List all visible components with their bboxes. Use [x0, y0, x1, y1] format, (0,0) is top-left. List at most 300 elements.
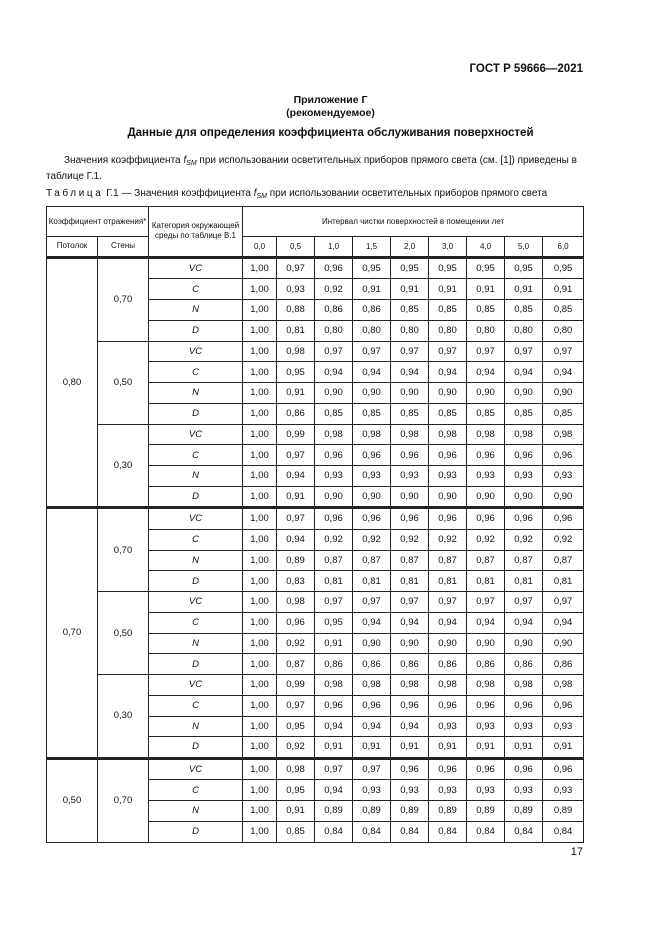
header-year: 1,0 [315, 237, 353, 257]
coefficient-cell: 0,92 [505, 529, 543, 550]
coefficient-cell: 0,84 [391, 821, 429, 842]
coefficient-cell: 1,00 [243, 633, 277, 654]
coefficient-cell: 0,85 [391, 403, 429, 424]
coefficient-cell: 0,86 [505, 654, 543, 675]
category-cell: C [149, 279, 243, 300]
coefficient-cell: 1,00 [243, 320, 277, 341]
header-year: 6,0 [543, 237, 584, 257]
coefficient-cell: 0,95 [429, 258, 467, 279]
coefficient-cell: 0,83 [277, 571, 315, 592]
coefficient-cell: 0,96 [543, 759, 584, 780]
coefficient-cell: 0,85 [315, 403, 353, 424]
header-ceiling: Потолок [47, 237, 98, 257]
coefficient-cell: 0,93 [467, 716, 505, 737]
wall-value: 0,30 [98, 424, 149, 507]
coefficient-cell: 0,97 [429, 592, 467, 613]
coefficient-cell: 0,92 [277, 737, 315, 758]
coefficient-cell: 0,98 [505, 675, 543, 696]
header-year: 5,0 [505, 237, 543, 257]
coefficient-cell: 0,88 [277, 300, 315, 321]
coefficient-cell: 0,86 [543, 654, 584, 675]
coefficient-cell: 0,81 [429, 571, 467, 592]
coefficient-cell: 0,97 [429, 341, 467, 362]
coefficient-cell: 1,00 [243, 341, 277, 362]
table-caption-f-subscript: SM [256, 193, 267, 200]
coefficient-cell: 0,91 [391, 279, 429, 300]
coefficient-cell: 0,95 [353, 258, 391, 279]
coefficient-cell: 0,90 [543, 486, 584, 507]
coefficient-cell: 0,92 [467, 529, 505, 550]
coefficient-cell: 0,98 [353, 675, 391, 696]
coefficient-cell: 0,96 [429, 445, 467, 466]
coefficient-cell: 1,00 [243, 716, 277, 737]
page-number: 17 [570, 846, 583, 858]
header-year: 0,5 [277, 237, 315, 257]
table-row [47, 258, 584, 279]
header-year: 0,0 [243, 237, 277, 257]
coefficient-cell: 0,94 [277, 466, 315, 487]
coefficient-cell: 0,87 [391, 550, 429, 571]
ceiling-value: 0,50 [47, 759, 98, 842]
coefficient-cell: 0,96 [505, 695, 543, 716]
coefficient-cell: 0,98 [277, 759, 315, 780]
coefficient-cell: 1,00 [243, 486, 277, 507]
coefficient-cell: 0,90 [467, 633, 505, 654]
coefficient-cell: 0,91 [277, 383, 315, 404]
coefficient-cell: 0,97 [391, 592, 429, 613]
coefficient-cell: 0,80 [467, 320, 505, 341]
coefficient-cell: 0,81 [505, 571, 543, 592]
coefficient-cell: 0,93 [505, 466, 543, 487]
ceiling-value: 0,70 [47, 509, 98, 758]
coefficient-cell: 0,98 [277, 341, 315, 362]
coefficient-cell: 0,81 [543, 571, 584, 592]
table-row [47, 341, 584, 362]
coefficient-cell: 0,89 [353, 801, 391, 822]
coefficient-cell: 1,00 [243, 258, 277, 279]
coefficient-cell: 0,93 [429, 780, 467, 801]
coefficient-cell: 0,90 [505, 633, 543, 654]
intro-f-symbol: f [183, 155, 187, 166]
coefficient-cell: 0,93 [467, 780, 505, 801]
coefficient-cell: 0,94 [505, 612, 543, 633]
category-cell: N [149, 801, 243, 822]
coefficient-cell: 0,96 [391, 509, 429, 530]
coefficient-cell: 0,92 [315, 279, 353, 300]
coefficient-cell: 0,95 [505, 258, 543, 279]
category-cell: D [149, 403, 243, 424]
coefficient-cell: 0,97 [505, 592, 543, 613]
coefficient-cell: 0,81 [353, 571, 391, 592]
coefficient-cell: 0,96 [467, 445, 505, 466]
table-row [47, 509, 584, 530]
coefficient-cell: 0,96 [315, 258, 353, 279]
appendix-title: Приложение Г [293, 94, 368, 106]
wall-value: 0,30 [98, 675, 149, 758]
coefficient-cell: 0,90 [353, 486, 391, 507]
coefficient-cell: 0,92 [543, 529, 584, 550]
coefficient-cell: 0,93 [543, 780, 584, 801]
category-cell: VC [149, 509, 243, 530]
coefficient-cell: 0,84 [505, 821, 543, 842]
coefficient-cell: 1,00 [243, 424, 277, 445]
coefficient-cell: 0,97 [277, 258, 315, 279]
category-cell: C [149, 612, 243, 633]
coefficient-cell: 1,00 [243, 737, 277, 758]
coefficient-cell: 0,84 [467, 821, 505, 842]
coefficient-cell: 0,97 [391, 341, 429, 362]
coefficient-cell: 0,89 [429, 801, 467, 822]
coefficient-cell: 0,89 [315, 801, 353, 822]
coefficient-cell: 0,85 [543, 403, 584, 424]
coefficient-cell: 0,94 [391, 716, 429, 737]
coefficient-cell: 0,87 [353, 550, 391, 571]
standard-number: ГОСТ Р 59666—2021 [469, 63, 583, 75]
coefficient-cell: 0,95 [543, 258, 584, 279]
coefficient-cell: 0,89 [467, 801, 505, 822]
header-year: 1,5 [353, 237, 391, 257]
category-cell: N [149, 716, 243, 737]
coefficient-cell: 0,95 [315, 612, 353, 633]
coefficient-cell: 0,98 [467, 424, 505, 445]
coefficient-cell: 0,96 [543, 509, 584, 530]
coefficient-cell: 0,92 [353, 529, 391, 550]
coefficient-cell: 0,93 [429, 466, 467, 487]
coefficient-cell: 0,98 [277, 592, 315, 613]
coefficient-cell: 0,85 [429, 403, 467, 424]
coefficient-cell: 0,93 [429, 716, 467, 737]
coefficient-cell: 0,94 [429, 612, 467, 633]
coefficient-cell: 1,00 [243, 801, 277, 822]
coefficient-cell: 0,90 [391, 633, 429, 654]
category-cell: VC [149, 258, 243, 279]
coefficient-cell: 0,96 [353, 509, 391, 530]
coefficient-cell: 0,87 [467, 550, 505, 571]
coefficient-cell: 0,98 [505, 424, 543, 445]
coefficient-cell: 0,94 [543, 612, 584, 633]
category-cell: N [149, 300, 243, 321]
category-cell: C [149, 780, 243, 801]
coefficient-cell: 0,98 [391, 424, 429, 445]
coefficient-cell: 1,00 [243, 654, 277, 675]
coefficient-cell: 0,90 [391, 486, 429, 507]
coefficient-cell: 0,91 [353, 279, 391, 300]
category-cell: N [149, 466, 243, 487]
intro-paragraph [46, 154, 586, 183]
coefficient-cell: 0,97 [315, 759, 353, 780]
coefficient-cell: 0,87 [505, 550, 543, 571]
coefficient-cell: 1,00 [243, 509, 277, 530]
coefficient-cell: 0,96 [429, 759, 467, 780]
category-cell: VC [149, 592, 243, 613]
coefficient-cell: 0,87 [543, 550, 584, 571]
coefficient-cell: 0,98 [543, 424, 584, 445]
coefficient-cell: 0,94 [391, 362, 429, 383]
coefficient-cell: 1,00 [243, 279, 277, 300]
coefficient-cell: 0,97 [353, 759, 391, 780]
coefficient-cell: 1,00 [243, 695, 277, 716]
coefficient-cell: 0,86 [277, 403, 315, 424]
coefficient-cell: 0,99 [277, 424, 315, 445]
coefficient-cell: 0,90 [467, 486, 505, 507]
coefficient-cell: 0,97 [543, 592, 584, 613]
coefficient-table [46, 206, 584, 843]
coefficient-cell: 0,94 [315, 716, 353, 737]
coefficient-cell: 0,93 [353, 466, 391, 487]
coefficient-cell: 0,93 [467, 466, 505, 487]
table-row [47, 759, 584, 780]
table-caption-label: Таблица [46, 188, 104, 199]
coefficient-cell: 0,98 [467, 675, 505, 696]
ceiling-value: 0,80 [47, 258, 98, 507]
coefficient-cell: 1,00 [243, 821, 277, 842]
coefficient-cell: 0,94 [277, 529, 315, 550]
coefficient-cell: 0,86 [353, 654, 391, 675]
coefficient-cell: 0,97 [315, 341, 353, 362]
coefficient-cell: 0,98 [315, 675, 353, 696]
coefficient-cell: 1,00 [243, 780, 277, 801]
intro-f-subscript: SM [186, 160, 197, 167]
coefficient-cell: 0,93 [505, 780, 543, 801]
coefficient-cell: 0,91 [391, 737, 429, 758]
coefficient-cell: 0,84 [429, 821, 467, 842]
coefficient-cell: 0,80 [543, 320, 584, 341]
coefficient-cell: 0,96 [505, 759, 543, 780]
category-cell: D [149, 654, 243, 675]
coefficient-cell: 0,98 [353, 424, 391, 445]
category-cell: D [149, 486, 243, 507]
coefficient-cell: 0,93 [391, 780, 429, 801]
coefficient-cell: 0,96 [505, 445, 543, 466]
coefficient-cell: 0,97 [277, 445, 315, 466]
coefficient-cell: 0,80 [505, 320, 543, 341]
coefficient-cell: 0,96 [391, 759, 429, 780]
coefficient-cell: 0,94 [315, 780, 353, 801]
coefficient-cell: 0,95 [277, 362, 315, 383]
table-caption-f-symbol: f [253, 188, 257, 199]
coefficient-cell: 0,97 [353, 592, 391, 613]
category-cell: VC [149, 424, 243, 445]
coefficient-cell: 0,90 [429, 633, 467, 654]
coefficient-cell: 0,90 [429, 383, 467, 404]
header-year: 4,0 [467, 237, 505, 257]
coefficient-cell: 0,96 [315, 695, 353, 716]
coefficient-cell: 0,81 [391, 571, 429, 592]
coefficient-cell: 0,84 [353, 821, 391, 842]
coefficient-cell: 0,95 [277, 716, 315, 737]
category-cell: C [149, 362, 243, 383]
coefficient-cell: 0,94 [353, 716, 391, 737]
header-interval: Интервал чистки поверхностей в помещении лет [243, 207, 584, 237]
coefficient-cell: 0,91 [315, 737, 353, 758]
coefficient-cell: 0,94 [353, 362, 391, 383]
wall-value: 0,70 [98, 258, 149, 341]
coefficient-cell: 0,86 [353, 300, 391, 321]
coefficient-cell: 0,91 [277, 486, 315, 507]
coefficient-cell: 0,90 [429, 486, 467, 507]
header-year: 2,0 [391, 237, 429, 257]
coefficient-cell: 0,98 [429, 424, 467, 445]
table-row [47, 592, 584, 613]
coefficient-cell: 0,85 [467, 403, 505, 424]
coefficient-cell: 0,93 [277, 279, 315, 300]
coefficient-cell: 0,98 [315, 424, 353, 445]
coefficient-cell: 0,80 [429, 320, 467, 341]
coefficient-cell: 0,95 [391, 258, 429, 279]
coefficient-cell: 0,93 [315, 466, 353, 487]
coefficient-cell: 0,92 [429, 529, 467, 550]
coefficient-cell: 0,96 [391, 695, 429, 716]
coefficient-cell: 0,90 [353, 633, 391, 654]
coefficient-cell: 0,86 [315, 654, 353, 675]
table-body [47, 258, 584, 842]
coefficient-cell: 0,91 [543, 279, 584, 300]
wall-value: 0,50 [98, 341, 149, 424]
table-row [47, 675, 584, 696]
coefficient-cell: 0,91 [429, 279, 467, 300]
coefficient-cell: 1,00 [243, 300, 277, 321]
coefficient-cell: 0,90 [505, 486, 543, 507]
coefficient-cell: 0,93 [391, 466, 429, 487]
appendix-heading [0, 94, 661, 120]
coefficient-cell: 0,92 [315, 529, 353, 550]
coefficient-cell: 0,85 [353, 403, 391, 424]
coefficient-cell: 0,81 [315, 571, 353, 592]
coefficient-cell: 1,00 [243, 571, 277, 592]
category-cell: N [149, 633, 243, 654]
coefficient-cell: 0,97 [543, 341, 584, 362]
category-cell: C [149, 529, 243, 550]
coefficient-cell: 1,00 [243, 612, 277, 633]
coefficient-cell: 0,93 [543, 716, 584, 737]
coefficient-cell: 0,94 [543, 362, 584, 383]
coefficient-cell: 0,97 [353, 341, 391, 362]
coefficient-cell: 1,00 [243, 529, 277, 550]
appendix-status: (рекомендуемое) [286, 107, 375, 119]
intro-after: при использовании осветительных приборов прямого света (см. [1]) приведены в таблице Г.1. [46, 155, 577, 182]
coefficient-cell: 0,81 [467, 571, 505, 592]
coefficient-cell: 0,85 [277, 821, 315, 842]
coefficient-cell: 0,85 [391, 300, 429, 321]
coefficient-cell: 0,96 [467, 759, 505, 780]
coefficient-cell: 0,93 [543, 466, 584, 487]
coefficient-cell: 0,89 [543, 801, 584, 822]
coefficient-cell: 0,90 [543, 633, 584, 654]
category-cell: D [149, 737, 243, 758]
coefficient-cell: 0,97 [505, 341, 543, 362]
header-reflection: Коэффициент отражения* [47, 207, 149, 237]
coefficient-cell: 1,00 [243, 362, 277, 383]
coefficient-cell: 0,90 [353, 383, 391, 404]
header-walls: Стены [98, 237, 149, 257]
coefficient-cell: 0,97 [277, 509, 315, 530]
category-cell: VC [149, 675, 243, 696]
coefficient-cell: 0,84 [315, 821, 353, 842]
coefficient-cell: 0,86 [315, 300, 353, 321]
coefficient-cell: 0,97 [277, 695, 315, 716]
coefficient-cell: 0,99 [277, 675, 315, 696]
coefficient-cell: 0,91 [315, 633, 353, 654]
coefficient-cell: 0,96 [391, 445, 429, 466]
coefficient-cell: 0,96 [543, 695, 584, 716]
wall-value: 0,70 [98, 509, 149, 592]
coefficient-cell: 0,97 [467, 341, 505, 362]
coefficient-cell: 0,85 [543, 300, 584, 321]
coefficient-cell: 0,86 [467, 654, 505, 675]
coefficient-cell: 0,98 [543, 675, 584, 696]
coefficient-cell: 0,86 [391, 654, 429, 675]
coefficient-cell: 0,96 [467, 509, 505, 530]
coefficient-cell: 1,00 [243, 550, 277, 571]
coefficient-cell: 0,96 [429, 695, 467, 716]
coefficient-cell: 0,94 [505, 362, 543, 383]
table-caption [46, 188, 547, 200]
header-category: Категория окружающей среды по таблице В.1 [149, 207, 243, 257]
coefficient-cell: 0,94 [391, 612, 429, 633]
coefficient-cell: 0,97 [315, 592, 353, 613]
coefficient-cell: 0,91 [429, 737, 467, 758]
coefficient-cell: 0,96 [353, 445, 391, 466]
coefficient-cell: 0,96 [277, 612, 315, 633]
coefficient-cell: 0,80 [391, 320, 429, 341]
coefficient-cell: 0,94 [467, 362, 505, 383]
coefficient-cell: 0,96 [353, 695, 391, 716]
coefficient-cell: 0,80 [353, 320, 391, 341]
coefficient-cell: 0,92 [391, 529, 429, 550]
coefficient-cell: 0,85 [505, 403, 543, 424]
category-cell: C [149, 445, 243, 466]
coefficient-cell: 0,97 [467, 592, 505, 613]
coefficient-cell: 1,00 [243, 403, 277, 424]
coefficient-cell: 0,94 [315, 362, 353, 383]
coefficient-cell: 1,00 [243, 759, 277, 780]
coefficient-cell: 0,87 [315, 550, 353, 571]
coefficient-cell: 0,91 [277, 801, 315, 822]
category-cell: VC [149, 341, 243, 362]
coefficient-cell: 0,91 [505, 279, 543, 300]
wall-value: 0,50 [98, 592, 149, 675]
category-cell: VC [149, 759, 243, 780]
coefficient-cell: 0,92 [277, 633, 315, 654]
coefficient-cell: 1,00 [243, 592, 277, 613]
coefficient-cell: 0,91 [353, 737, 391, 758]
coefficient-cell: 0,98 [429, 675, 467, 696]
coefficient-cell: 1,00 [243, 466, 277, 487]
coefficient-cell: 0,84 [543, 821, 584, 842]
coefficient-cell: 0,91 [505, 737, 543, 758]
coefficient-cell: 0,85 [505, 300, 543, 321]
coefficient-cell: 0,96 [315, 509, 353, 530]
coefficient-cell: 0,90 [467, 383, 505, 404]
coefficient-cell: 0,93 [505, 716, 543, 737]
category-cell: D [149, 571, 243, 592]
coefficient-cell: 0,91 [543, 737, 584, 758]
coefficient-cell: 0,81 [277, 320, 315, 341]
table-caption-number: Г.1 — Значения коэффициента [103, 188, 254, 199]
coefficient-cell: 0,87 [277, 654, 315, 675]
coefficient-cell: 1,00 [243, 383, 277, 404]
header-year: 3,0 [429, 237, 467, 257]
category-cell: N [149, 383, 243, 404]
coefficient-cell: 0,80 [315, 320, 353, 341]
coefficient-cell: 0,90 [391, 383, 429, 404]
category-cell: D [149, 821, 243, 842]
category-cell: C [149, 695, 243, 716]
coefficient-cell: 0,94 [429, 362, 467, 383]
coefficient-cell: 0,90 [315, 486, 353, 507]
coefficient-cell: 0,96 [429, 509, 467, 530]
coefficient-cell: 0,95 [467, 258, 505, 279]
